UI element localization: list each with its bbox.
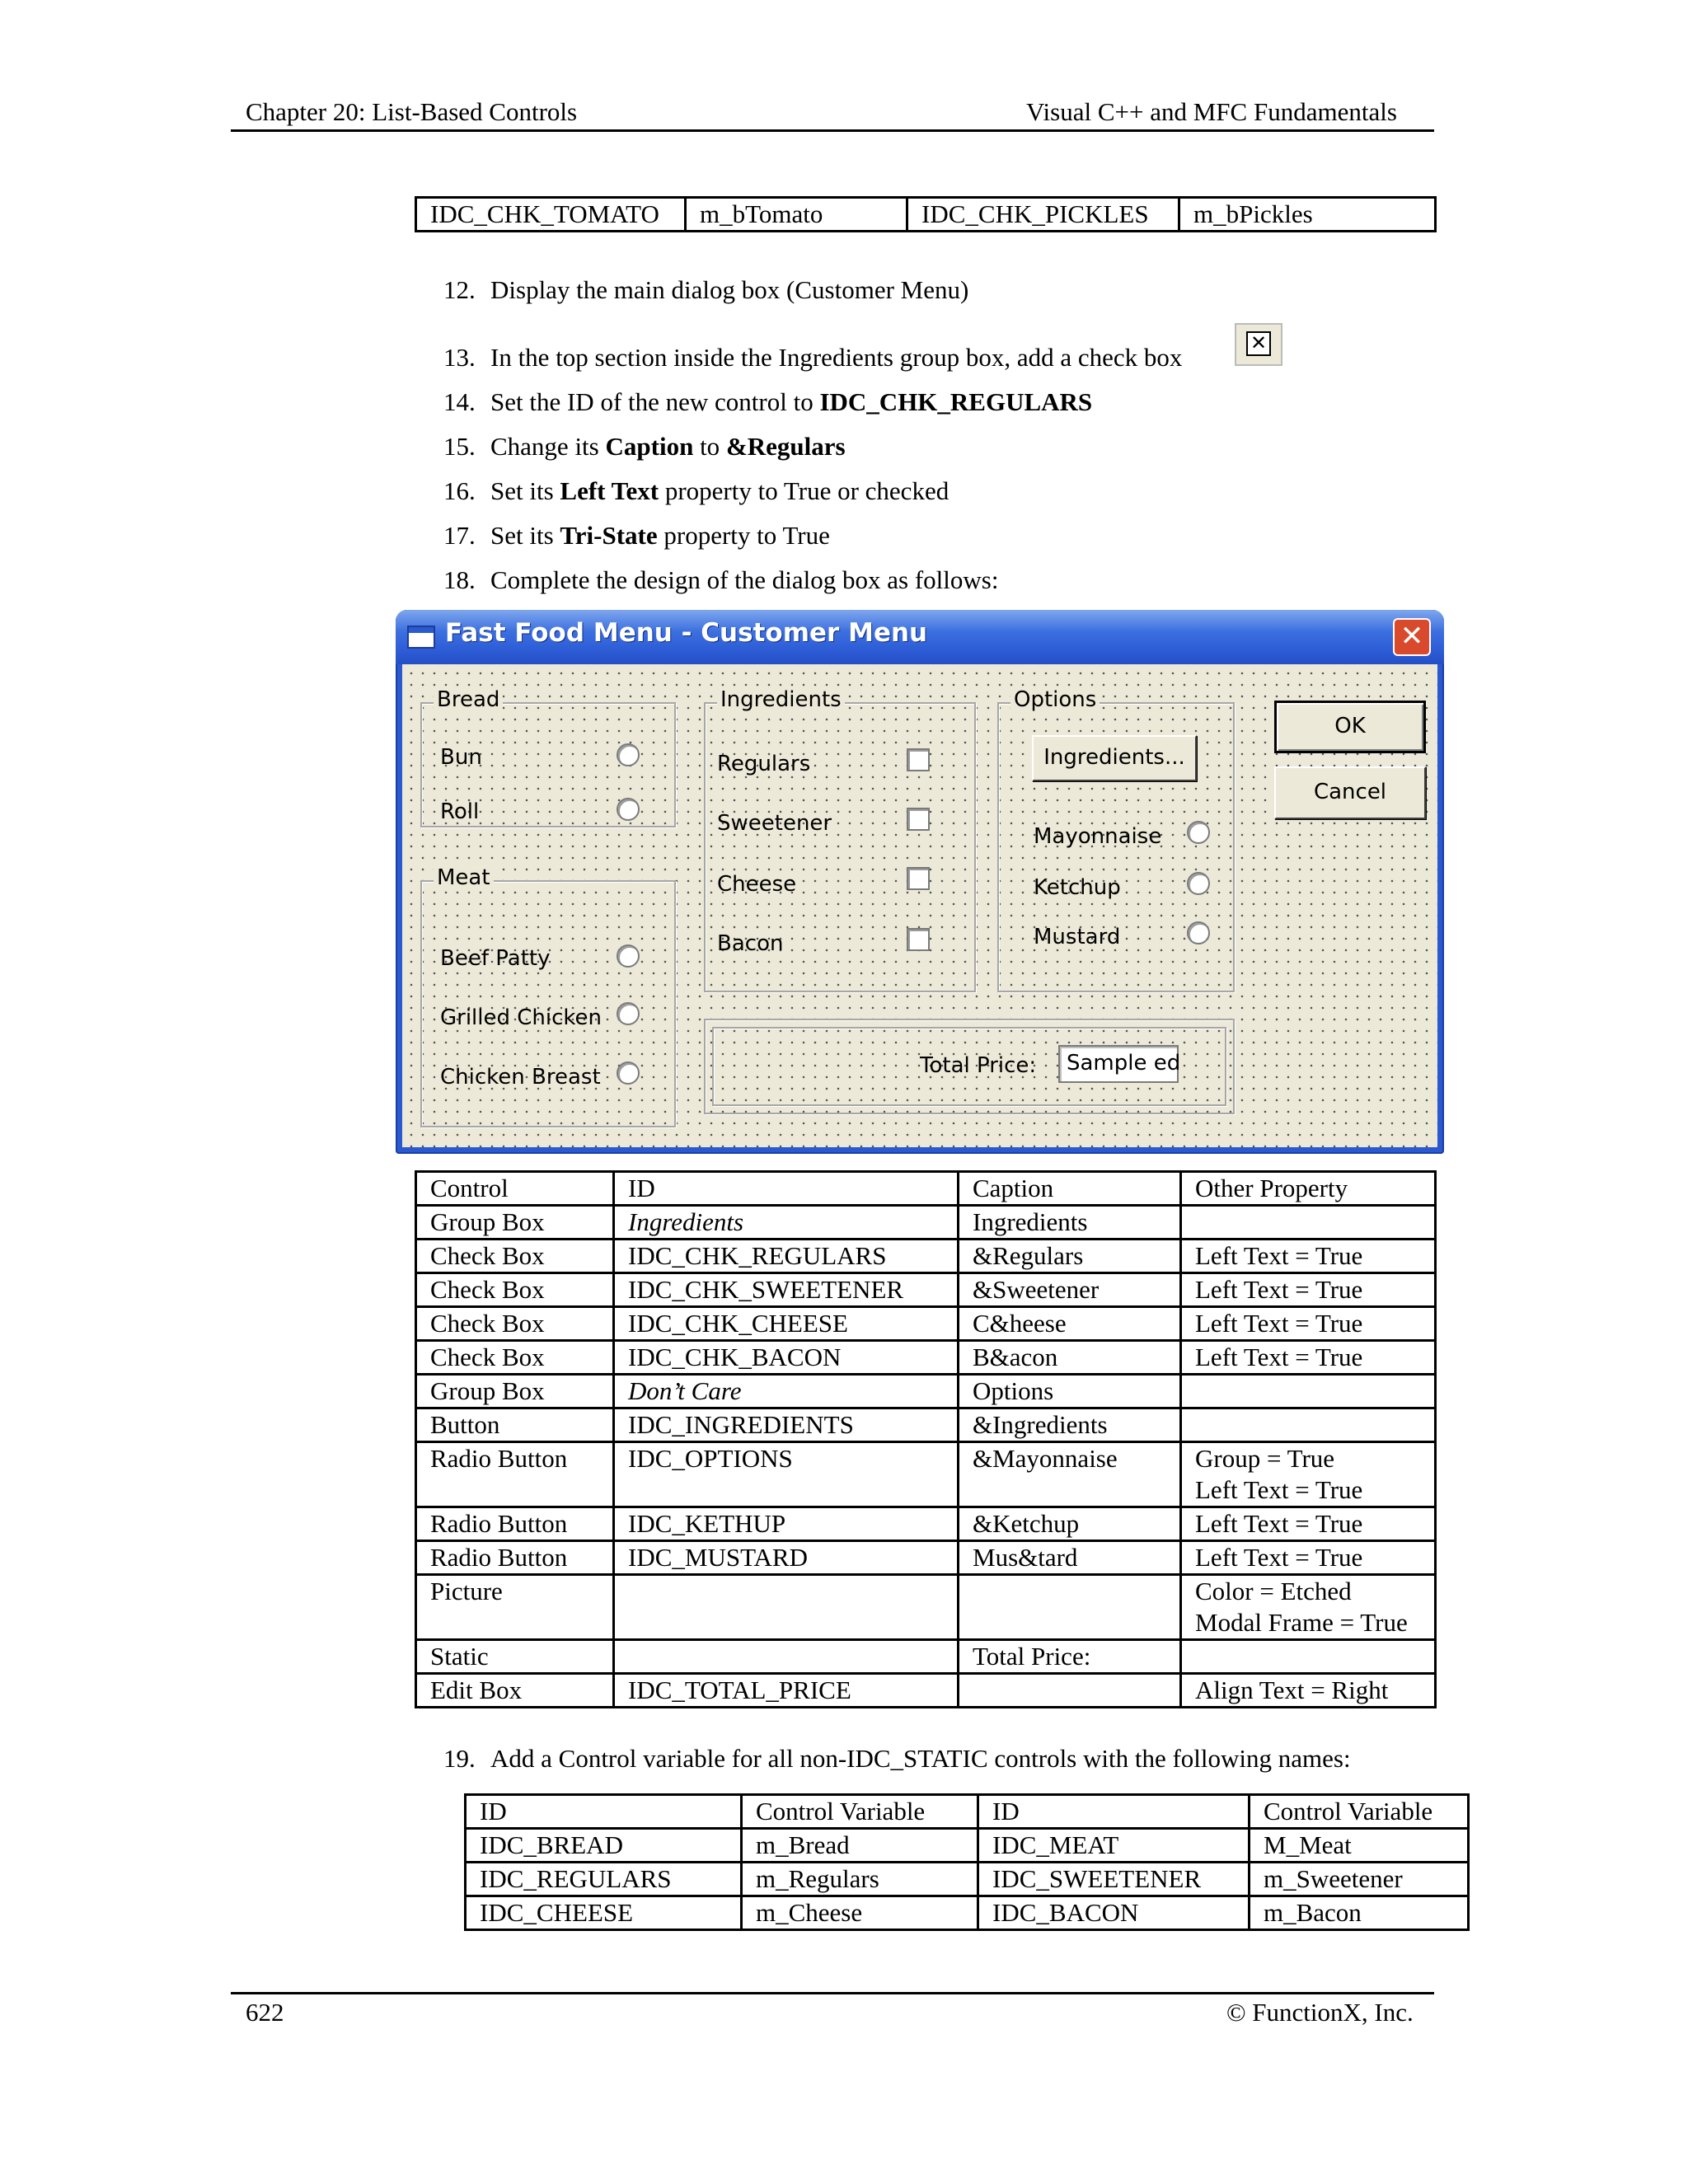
beef-patty-radio[interactable] [617, 944, 640, 968]
chicken-breast-radio[interactable] [617, 1062, 640, 1085]
table-cell: IDC_CHK_TOMATO [416, 198, 686, 232]
table-row [466, 1829, 1469, 1863]
table-cell: Left Text = True [1181, 1541, 1436, 1575]
header-rule [231, 129, 1434, 132]
close-icon: ✕ [1400, 620, 1424, 653]
table-row [466, 1896, 1469, 1930]
table-cell: Group Box [416, 1206, 614, 1240]
table-cell: m_bTomato [686, 198, 907, 232]
step-text: Display the main dialog box (Customer Menu) [490, 275, 969, 304]
table-cell: Check Box [416, 1273, 614, 1307]
table-cell: &Regulars [959, 1240, 1181, 1273]
table-cell: Radio Button [416, 1507, 614, 1541]
table-cell: IDC_INGREDIENTS [614, 1408, 959, 1442]
table-cell: IDC_CHK_CHEESE [614, 1307, 959, 1341]
table-row [416, 1375, 1436, 1408]
table-cell: IDC_OPTIONS [614, 1442, 959, 1507]
step-text: In the top section inside the Ingredients group box, add a check box [490, 343, 1183, 372]
table-cell: Ingredients [614, 1206, 959, 1240]
table-cell: Ingredients [959, 1206, 1181, 1240]
column-header: Other Property [1181, 1172, 1436, 1206]
step-number: 17. [443, 521, 476, 550]
bun-radio[interactable] [617, 743, 640, 766]
table-cell: Edit Box [416, 1674, 614, 1708]
grilled-chicken-radio[interactable] [617, 1002, 640, 1025]
table-cell [614, 1575, 959, 1640]
total-price-label: Total Price: [920, 1053, 1037, 1078]
step-bold: &Regulars [725, 432, 846, 461]
column-header: Control Variable [742, 1795, 978, 1829]
running-header-book: Visual C++ and MFC Fundamentals [1026, 97, 1397, 126]
table-cell: Left Text = True [1181, 1341, 1436, 1375]
table-cell: m_bPickles [1179, 198, 1436, 232]
customer-menu-dialog [396, 610, 1444, 1154]
mustard-radio[interactable] [1187, 921, 1210, 944]
step-text: Set its [490, 521, 560, 550]
meat-group-label: Meat [434, 865, 494, 890]
table-row [416, 1240, 1436, 1273]
table-cell: Radio Button [416, 1442, 614, 1507]
step-number: 12. [443, 275, 476, 304]
table-cell: &Mayonnaise [959, 1442, 1181, 1507]
table-row [416, 1541, 1436, 1575]
property-line: Modal Frame = True [1195, 1608, 1408, 1637]
table-row [416, 1206, 1436, 1240]
table-cell [959, 1575, 1181, 1640]
step-text: to [693, 432, 726, 461]
chicken-breast-label: Chicken Breast [440, 1065, 601, 1090]
window-icon [407, 626, 435, 649]
table-cell: m_Regulars [742, 1863, 978, 1896]
table-cell [1181, 1442, 1436, 1507]
cheese-label: Cheese [717, 872, 797, 897]
step-18 [443, 565, 998, 595]
table-cell: Group Box [416, 1375, 614, 1408]
column-header: Control [416, 1172, 614, 1206]
bacon-label: Bacon [717, 931, 784, 956]
table-row [416, 198, 1436, 232]
table-cell: Left Text = True [1181, 1307, 1436, 1341]
sweetener-checkbox[interactable] [907, 808, 930, 831]
roll-label: Roll [440, 799, 480, 824]
table-row [416, 1674, 1436, 1708]
table-cell: IDC_CHEESE [466, 1896, 742, 1930]
table-cell: IDC_CHK_REGULARS [614, 1240, 959, 1273]
cancel-button[interactable]: Cancel [1274, 766, 1426, 819]
step-bold: Tri-State [560, 521, 658, 550]
column-header: Control Variable [1250, 1795, 1469, 1829]
mustard-label: Mustard [1034, 925, 1121, 949]
table-row [466, 1863, 1469, 1896]
table-row [416, 1341, 1436, 1375]
table-cell: B&acon [959, 1341, 1181, 1375]
dialog-client-area [402, 664, 1437, 1147]
table-cell: &Ketchup [959, 1507, 1181, 1541]
step-number: 18. [443, 565, 476, 594]
table-cell: Check Box [416, 1240, 614, 1273]
table-cell [1181, 1375, 1436, 1408]
mayonnaise-label: Mayonnaise [1034, 824, 1162, 849]
table-cell: IDC_CHK_SWEETENER [614, 1273, 959, 1307]
step-16 [443, 476, 949, 506]
table-cell: m_Bread [742, 1829, 978, 1863]
ketchup-label: Ketchup [1034, 875, 1121, 900]
table-cell [1181, 1640, 1436, 1674]
step-text: property to True or checked [659, 476, 950, 505]
table-cell: Check Box [416, 1341, 614, 1375]
step-text: Add a Control variable for all non-IDC_STATIC controls with the following names: [490, 1744, 1351, 1773]
cheese-checkbox[interactable] [907, 867, 930, 890]
table-cell: Options [959, 1375, 1181, 1408]
table-cell: Left Text = True [1181, 1507, 1436, 1541]
table-cell: Picture [416, 1575, 614, 1640]
regulars-checkbox[interactable] [907, 748, 930, 771]
grilled-chicken-label: Grilled Chicken [440, 1005, 603, 1030]
step-17 [443, 521, 830, 551]
table-row [416, 1575, 1436, 1640]
step-14 [443, 387, 1092, 417]
control-properties-table [415, 1170, 1437, 1708]
step-19 [443, 1744, 1351, 1774]
column-header: ID [614, 1172, 959, 1206]
step-text: property to True [657, 521, 830, 550]
footer-rule [231, 1992, 1434, 1994]
roll-radio[interactable] [617, 798, 640, 821]
ingredients-button[interactable]: Ingredients... [1032, 735, 1197, 781]
table-cell: Check Box [416, 1307, 614, 1341]
table-cell [1181, 1408, 1436, 1442]
table-cell: IDC_CHK_BACON [614, 1341, 959, 1375]
total-price-input[interactable]: Sample ed [1058, 1045, 1179, 1083]
step-text: Change its [490, 432, 606, 461]
step-bold: IDC_CHK_REGULARS [819, 387, 1093, 416]
column-header: ID [978, 1795, 1250, 1829]
table-row [416, 1273, 1436, 1307]
table-cell: Mus&tard [959, 1541, 1181, 1575]
table-cell: Static [416, 1640, 614, 1674]
table-header-row [466, 1795, 1469, 1829]
property-line: Left Text = True [1195, 1475, 1363, 1504]
column-header: ID [466, 1795, 742, 1829]
bread-group-label: Bread [434, 687, 503, 712]
table-cell: Radio Button [416, 1541, 614, 1575]
step-text: Set the ID of the new control to [490, 387, 820, 416]
step-bold: Caption [605, 432, 694, 461]
table-cell: Align Text = Right [1181, 1674, 1436, 1708]
table-cell: m_Cheese [742, 1896, 978, 1930]
table-cell: IDC_BACON [978, 1896, 1250, 1930]
property-line: Color = Etched [1195, 1577, 1352, 1605]
step-text: Complete the design of the dialog box as follows: [490, 565, 999, 594]
step-bold: Left Text [560, 476, 659, 505]
table-row [416, 1442, 1436, 1507]
table-row [416, 1408, 1436, 1442]
table-cell: C&heese [959, 1307, 1181, 1341]
ingredients-group-label: Ingredients [717, 687, 845, 712]
copyright: © FunctionX, Inc. [1226, 1998, 1414, 2027]
checkbox-icon: ✕ [1246, 331, 1271, 356]
table-cell: IDC_SWEETENER [978, 1863, 1250, 1896]
step-12 [443, 275, 968, 305]
regulars-label: Regulars [717, 752, 811, 776]
table-cell: m_Sweetener [1250, 1863, 1469, 1896]
table-cell [959, 1674, 1181, 1708]
dialog-title: Fast Food Menu - Customer Menu [445, 618, 928, 648]
table-cell: Don’t Care [614, 1375, 959, 1408]
table-row [416, 1640, 1436, 1674]
table-cell: IDC_MEAT [978, 1829, 1250, 1863]
table-row [416, 1307, 1436, 1341]
meat-group-box [420, 865, 676, 1127]
page-number: 622 [246, 1998, 284, 2027]
beef-patty-label: Beef Patty [440, 946, 551, 971]
table-cell: IDC_CHK_PICKLES [907, 198, 1179, 232]
table-cell [1181, 1575, 1436, 1640]
control-variable-table [464, 1793, 1470, 1931]
table-cell: M_Meat [1250, 1829, 1469, 1863]
step-number: 15. [443, 432, 476, 461]
table-cell: IDC_MUSTARD [614, 1541, 959, 1575]
table-cell: Total Price: [959, 1640, 1181, 1674]
step-text: Set its [490, 476, 560, 505]
table-cell: IDC_KETHUP [614, 1507, 959, 1541]
table-cell: &Sweetener [959, 1273, 1181, 1307]
options-group-label: Options [1010, 687, 1100, 712]
table-cell: Button [416, 1408, 614, 1442]
step-13 [443, 343, 1182, 373]
column-header: Caption [959, 1172, 1181, 1206]
table-cell: Left Text = True [1181, 1273, 1436, 1307]
table-cell [614, 1640, 959, 1674]
table-cell [1181, 1206, 1436, 1240]
table-row [416, 1507, 1436, 1541]
table-cell: IDC_REGULARS [466, 1863, 742, 1896]
mayonnaise-radio[interactable] [1187, 821, 1210, 844]
table-cell: m_Bacon [1250, 1896, 1469, 1930]
step-number: 16. [443, 476, 476, 505]
table-header-row [416, 1172, 1436, 1206]
ketchup-radio[interactable] [1187, 872, 1210, 895]
step-number: 13. [443, 343, 476, 372]
dialog-title-bar [396, 610, 1444, 664]
table-cell: IDC_BREAD [466, 1829, 742, 1863]
ok-button[interactable]: OK [1274, 701, 1426, 753]
step-number: 19. [443, 1744, 476, 1773]
running-header-chapter: Chapter 20: List-Based Controls [246, 97, 578, 126]
property-line: Group = True [1195, 1444, 1335, 1473]
table-cell: IDC_TOTAL_PRICE [614, 1674, 959, 1708]
step-number: 14. [443, 387, 476, 416]
table-cell: Left Text = True [1181, 1240, 1436, 1273]
bun-label: Bun [440, 745, 482, 770]
step-15 [443, 432, 846, 462]
table-cell: &Ingredients [959, 1408, 1181, 1442]
bacon-checkbox[interactable] [907, 928, 930, 951]
sweetener-label: Sweetener [717, 811, 832, 836]
checkbox-tool-icon [1235, 323, 1282, 366]
close-button[interactable] [1393, 618, 1431, 656]
tomato-pickles-table [415, 196, 1437, 232]
